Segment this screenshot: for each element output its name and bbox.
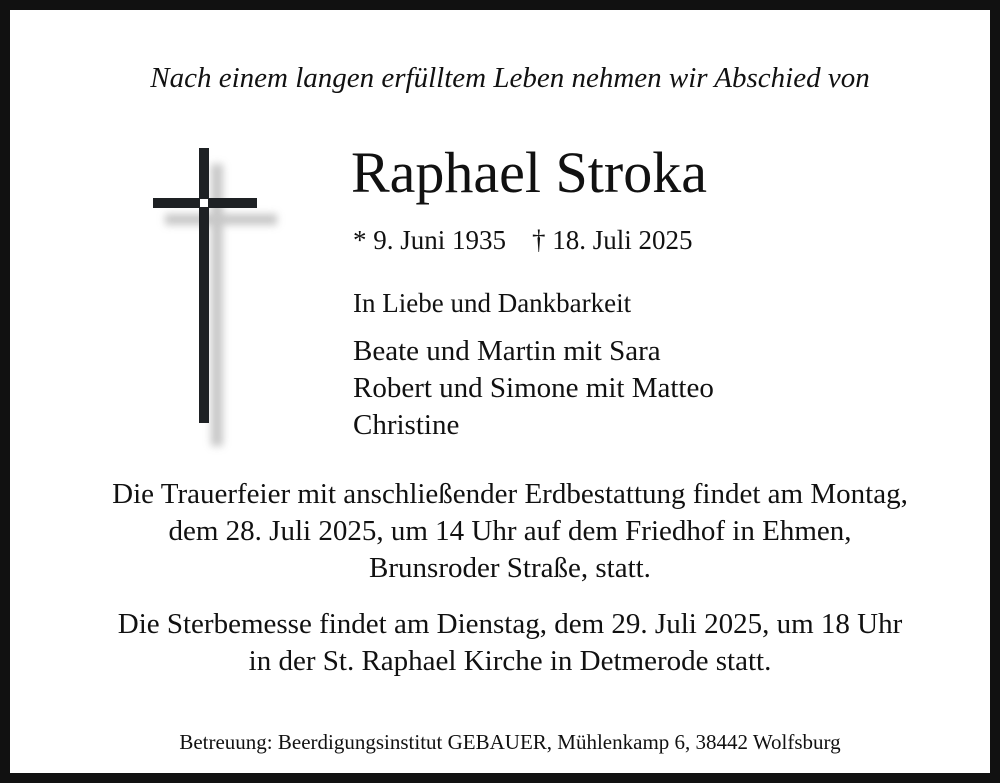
mourner-line: Robert und Simone mit Matteo	[353, 372, 714, 404]
funeral-home-footer: Betreuung: Beerdigungsinstitut GEBAUER, Mühlenkamp 6, 38442 Wolfsburg	[179, 730, 841, 754]
ceremony-line: dem 28. Juli 2025, um 14 Uhr auf dem Friedhof in Ehmen,	[168, 515, 852, 547]
ceremony-line: Brunsroder Straße, statt.	[369, 552, 651, 584]
mourner-line: Christine	[353, 409, 460, 441]
dedication: In Liebe und Dankbarkeit	[353, 288, 632, 318]
life-dates	[353, 222, 693, 258]
birth-date: * 9. Juni 1935	[353, 225, 507, 255]
death-date: † 18. Juli 2025	[532, 225, 693, 255]
ceremony-line: Die Trauerfeier mit anschließender Erdbestattung findet am Montag,	[112, 478, 908, 510]
latin-cross-icon	[145, 140, 295, 460]
mourners-list	[353, 333, 714, 444]
deceased-name: Raphael Stroka	[351, 140, 707, 205]
mass-line: in der St. Raphael Kirche in Detmerode statt.	[248, 645, 772, 677]
mourner-line: Beate und Martin mit Sara	[353, 335, 661, 367]
mass-notice	[10, 606, 1000, 680]
intro-line: Nach einem langen erfülltem Leben nehmen wir Abschied von	[150, 62, 870, 94]
mass-line: Die Sterbemesse findet am Dienstag, dem 29. Juli 2025, um 18 Uhr	[117, 608, 903, 640]
ceremony-notice	[10, 476, 1000, 587]
